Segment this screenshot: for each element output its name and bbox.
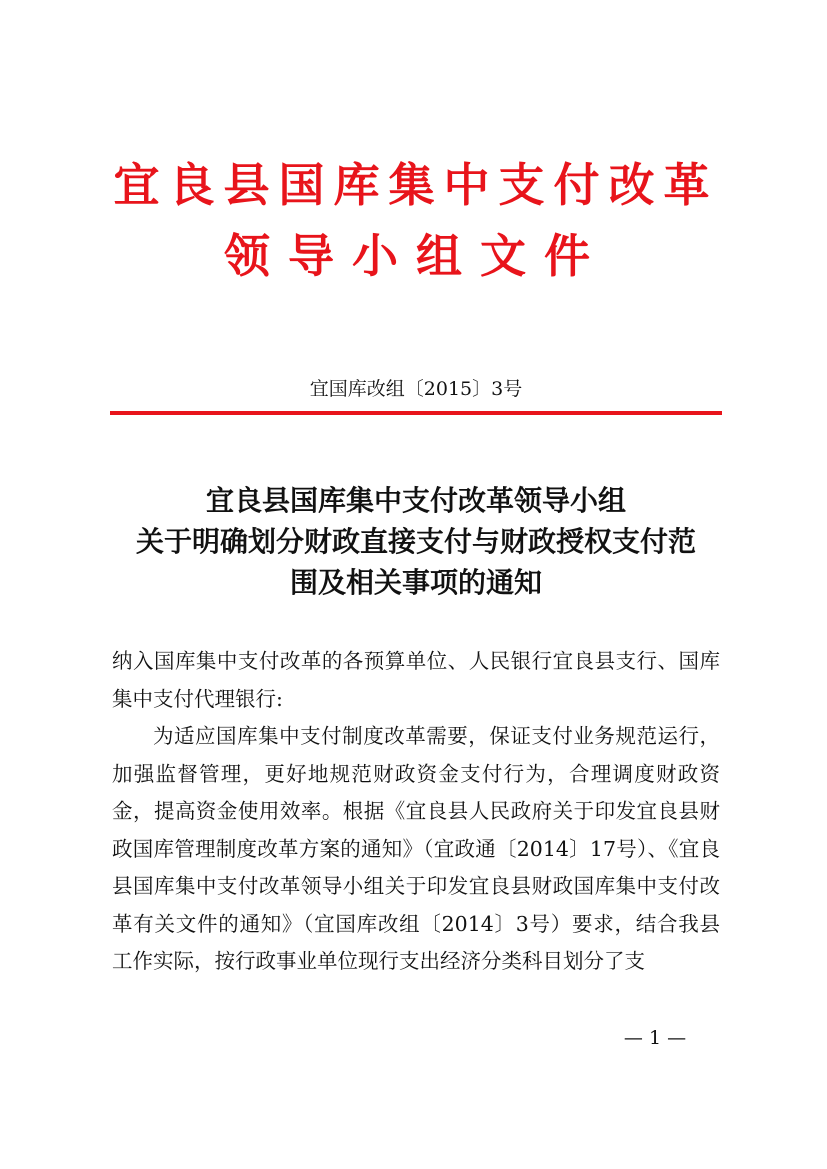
document-body (112, 643, 720, 981)
page-number: — 1 — (623, 1027, 687, 1049)
red-header-line-2: 领导小组文件 (224, 229, 608, 283)
title-line-3: 围及相关事项的通知 (289, 566, 542, 599)
red-header-line-1: 宜良县国库集中支付改革 (113, 158, 719, 212)
body-paragraph-1: 为适应国库集中支付制度改革需要，保证支付业务规范运行，加强监督管理，更好地规范财政资金支付行为，合理调度财政资金，提高资金使用效率。根据《宜良县人民政府关于印发宜良县财政国库管理制度改革方案的通知》（宜政通〔2014〕17号）、《宜良县国库集中支付改革领导小组关于印发宜良县财政国库集中支付改革有关文件的通知》（宜国库改组〔2014〕3号）要求，结合我县工作实际，按行政事业单位现行支出经济分类科目划分了支 (112, 724, 720, 973)
addressee: 纳入国库集中支付改革的各预算单位、人民银行宜良县支行、国库集中支付代理银行: (112, 649, 720, 711)
document-number: 宜国库改组〔2015〕3号 (309, 378, 523, 400)
red-separator-line (110, 411, 722, 415)
title-line-2: 关于明确划分财政直接支付与财政授权支付范 (135, 525, 696, 558)
document-title (100, 480, 732, 603)
title-line-1: 宜良县国库集中支付改革领导小组 (205, 484, 626, 517)
